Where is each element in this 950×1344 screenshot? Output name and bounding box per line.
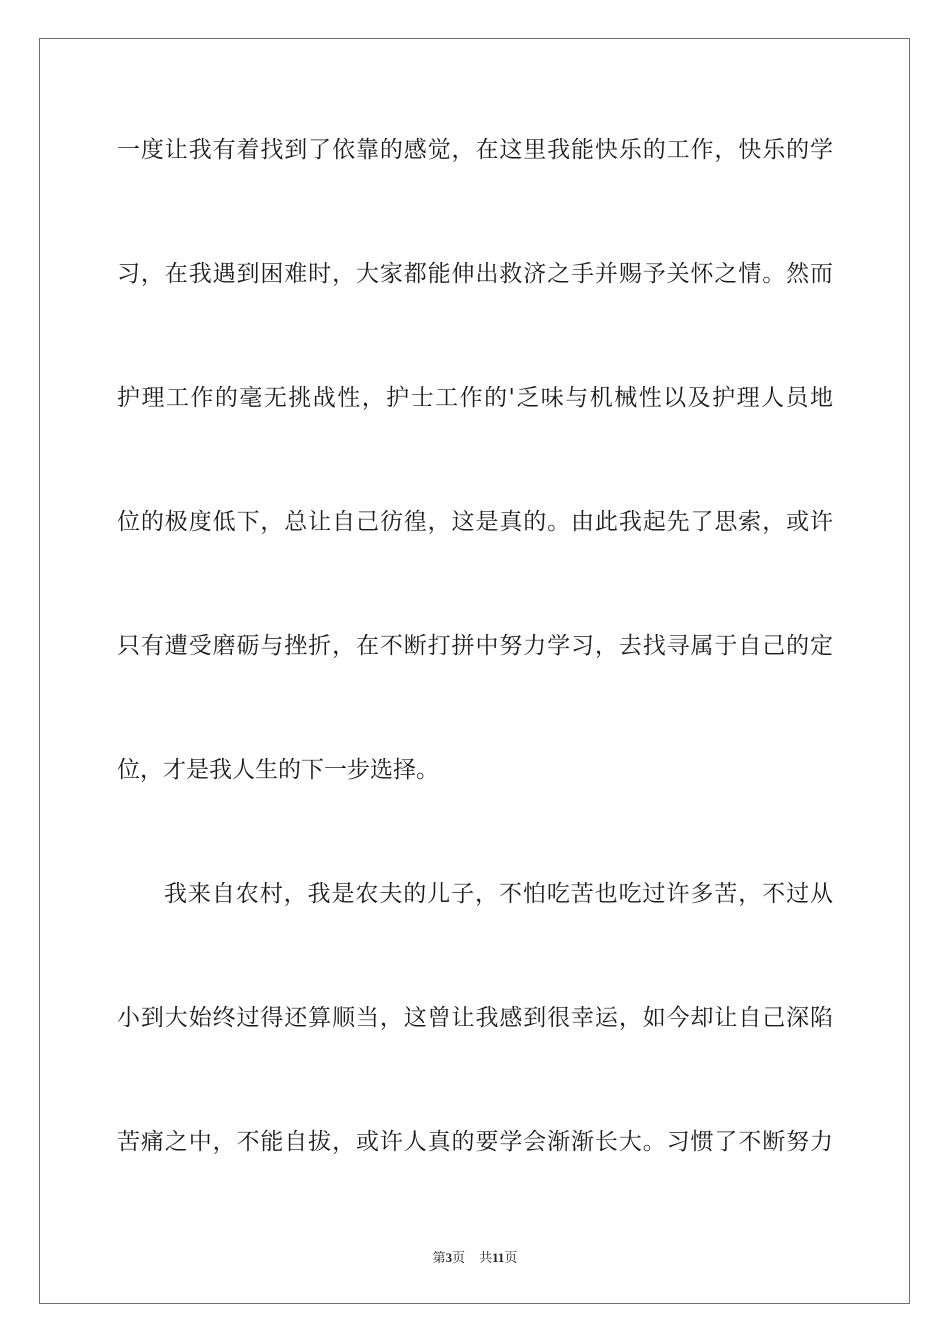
paragraph-line: 护理工作的毫无挑战性，护士工作的'乏味与机械性以及护理人员地 <box>117 385 833 411</box>
paragraph-line: 一度让我有着找到了依靠的感觉，在这里我能快乐的工作，快乐的学 <box>117 137 833 163</box>
paragraph-line: 苦痛之中，不能自拔，或许人真的要学会渐渐长大。习惯了不断努力 <box>117 1129 833 1155</box>
page-suffix: 页 <box>452 1251 466 1266</box>
paragraph-line: 位的极度低下，总让自己彷徨，这是真的。由此我起先了思索，或许 <box>117 509 833 535</box>
page-footer <box>0 1250 950 1267</box>
total-prefix: 共 <box>479 1251 493 1266</box>
paragraph-line: 小到大始终过得还算顺当，这曾让我感到很幸运，如今却让自己深陷 <box>117 1005 833 1031</box>
total-pages: 11 <box>492 1250 505 1265</box>
paragraph-line: 位，才是我人生的下一步选择。 <box>117 757 439 783</box>
total-suffix: 页 <box>504 1251 518 1266</box>
paragraph-line: 习，在我遇到困难时，大家都能伸出救济之手并赐予关怀之情。然而 <box>117 261 833 287</box>
page-prefix: 第 <box>432 1251 446 1266</box>
paragraph-line: 我来自农村，我是农夫的儿子，不怕吃苦也吃过许多苦，不过从 <box>164 881 833 907</box>
page-border <box>39 38 910 1304</box>
page-number: 3 <box>445 1250 453 1265</box>
paragraph-line: 只有遭受磨砺与挫折，在不断打拼中努力学习，去找寻属于自己的定 <box>117 633 833 659</box>
